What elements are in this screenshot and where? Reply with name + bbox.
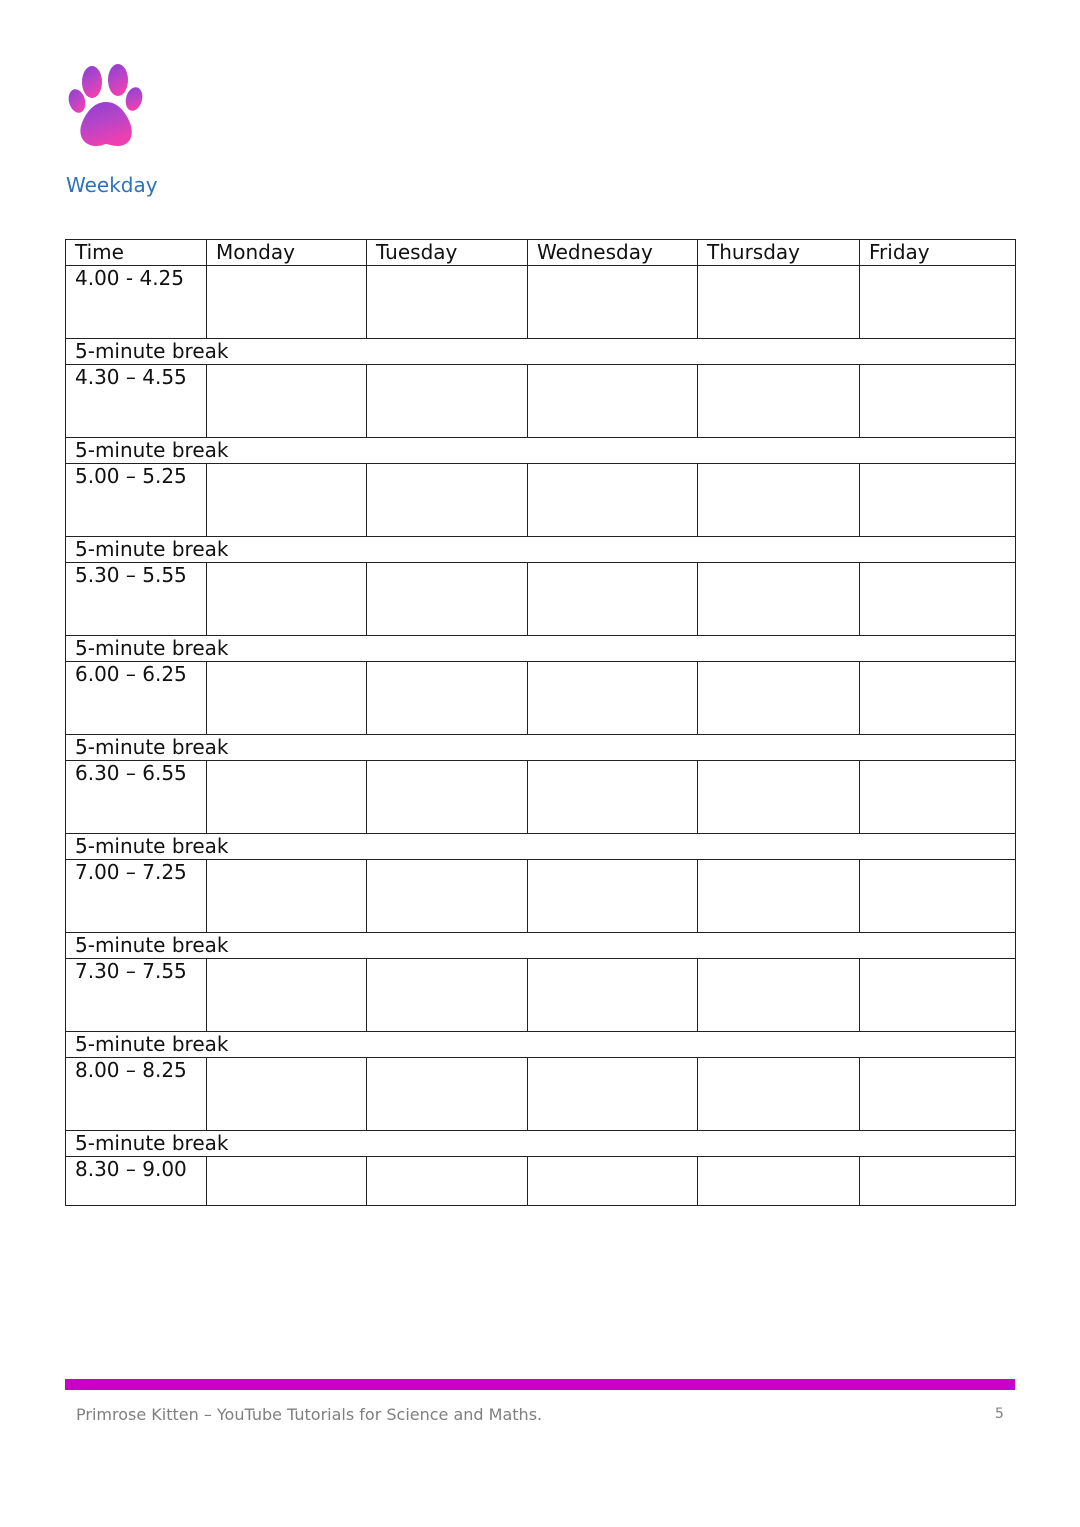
time-slot-row [66,266,1016,339]
cell-wednesday[interactable] [528,365,698,438]
time-slot-row [66,1058,1016,1131]
time-slot-label: 8.00 – 8.25 [66,1058,207,1131]
time-slot-row [66,563,1016,636]
cell-friday[interactable] [860,860,1016,933]
break-row [66,834,1016,860]
break-row [66,636,1016,662]
cell-thursday[interactable] [698,563,860,636]
cell-wednesday[interactable] [528,860,698,933]
cell-tuesday[interactable] [367,563,528,636]
table-header-row [66,240,1016,266]
time-slot-label: 6.00 – 6.25 [66,662,207,735]
column-header-time: Time [66,240,207,266]
cell-wednesday[interactable] [528,662,698,735]
cell-friday[interactable] [860,563,1016,636]
cell-wednesday[interactable] [528,266,698,339]
break-row [66,438,1016,464]
cell-friday[interactable] [860,761,1016,834]
footer-divider [65,1379,1015,1390]
time-slot-label: 7.30 – 7.55 [66,959,207,1032]
cell-tuesday[interactable] [367,1157,528,1206]
break-label: 5-minute break [66,834,1016,860]
column-header-friday: Friday [860,240,1016,266]
cell-thursday[interactable] [698,1157,860,1206]
cell-monday[interactable] [207,662,367,735]
break-row [66,339,1016,365]
cell-thursday[interactable] [698,464,860,537]
cell-tuesday[interactable] [367,860,528,933]
time-slot-row [66,464,1016,537]
break-row [66,933,1016,959]
cell-tuesday[interactable] [367,761,528,834]
cell-monday[interactable] [207,563,367,636]
page-heading: Weekday [66,173,158,197]
cell-wednesday[interactable] [528,761,698,834]
break-label: 5-minute break [66,1032,1016,1058]
cell-monday[interactable] [207,1058,367,1131]
break-row [66,1032,1016,1058]
cell-wednesday[interactable] [528,1157,698,1206]
cell-tuesday[interactable] [367,266,528,339]
time-slot-label: 4.30 – 4.55 [66,365,207,438]
cell-friday[interactable] [860,464,1016,537]
cell-tuesday[interactable] [367,959,528,1032]
time-slot-label: 8.30 – 9.00 [66,1157,207,1206]
cell-monday[interactable] [207,464,367,537]
cell-monday[interactable] [207,959,367,1032]
cell-tuesday[interactable] [367,464,528,537]
cell-thursday[interactable] [698,365,860,438]
page-number: 5 [995,1406,1004,1422]
cell-tuesday[interactable] [367,365,528,438]
time-slot-label: 7.00 – 7.25 [66,860,207,933]
break-label: 5-minute break [66,537,1016,563]
footer-text: Primrose Kitten – YouTube Tutorials for Science and Maths. [76,1405,543,1424]
cell-thursday[interactable] [698,860,860,933]
cell-wednesday[interactable] [528,563,698,636]
time-slot-row [66,959,1016,1032]
cell-tuesday[interactable] [367,662,528,735]
cell-thursday[interactable] [698,1058,860,1131]
break-label: 5-minute break [66,636,1016,662]
cell-tuesday[interactable] [367,1058,528,1131]
cell-thursday[interactable] [698,662,860,735]
column-header-wednesday: Wednesday [528,240,698,266]
break-label: 5-minute break [66,1131,1016,1157]
column-header-monday: Monday [207,240,367,266]
paw-print-icon [66,62,146,150]
cell-thursday[interactable] [698,761,860,834]
time-slot-row [66,365,1016,438]
time-slot-row [66,1157,1016,1206]
cell-wednesday[interactable] [528,464,698,537]
break-label: 5-minute break [66,339,1016,365]
cell-friday[interactable] [860,365,1016,438]
break-label: 5-minute break [66,735,1016,761]
time-slot-label: 5.00 – 5.25 [66,464,207,537]
cell-friday[interactable] [860,662,1016,735]
time-slot-label: 4.00 - 4.25 [66,266,207,339]
cell-thursday[interactable] [698,266,860,339]
break-label: 5-minute break [66,438,1016,464]
break-row [66,537,1016,563]
cell-monday[interactable] [207,860,367,933]
cell-monday[interactable] [207,266,367,339]
cell-friday[interactable] [860,959,1016,1032]
cell-monday[interactable] [207,761,367,834]
cell-friday[interactable] [860,1058,1016,1131]
cell-wednesday[interactable] [528,1058,698,1131]
break-row [66,735,1016,761]
time-slot-label: 6.30 – 6.55 [66,761,207,834]
weekday-timetable [65,239,1016,1206]
cell-monday[interactable] [207,365,367,438]
cell-thursday[interactable] [698,959,860,1032]
break-row [66,1131,1016,1157]
table-body [66,266,1016,1206]
cell-monday[interactable] [207,1157,367,1206]
cell-wednesday[interactable] [528,959,698,1032]
time-slot-label: 5.30 – 5.55 [66,563,207,636]
column-header-tuesday: Tuesday [367,240,528,266]
time-slot-row [66,662,1016,735]
time-slot-row [66,761,1016,834]
break-label: 5-minute break [66,933,1016,959]
column-header-thursday: Thursday [698,240,860,266]
time-slot-row [66,860,1016,933]
cell-friday[interactable] [860,266,1016,339]
cell-friday[interactable] [860,1157,1016,1206]
